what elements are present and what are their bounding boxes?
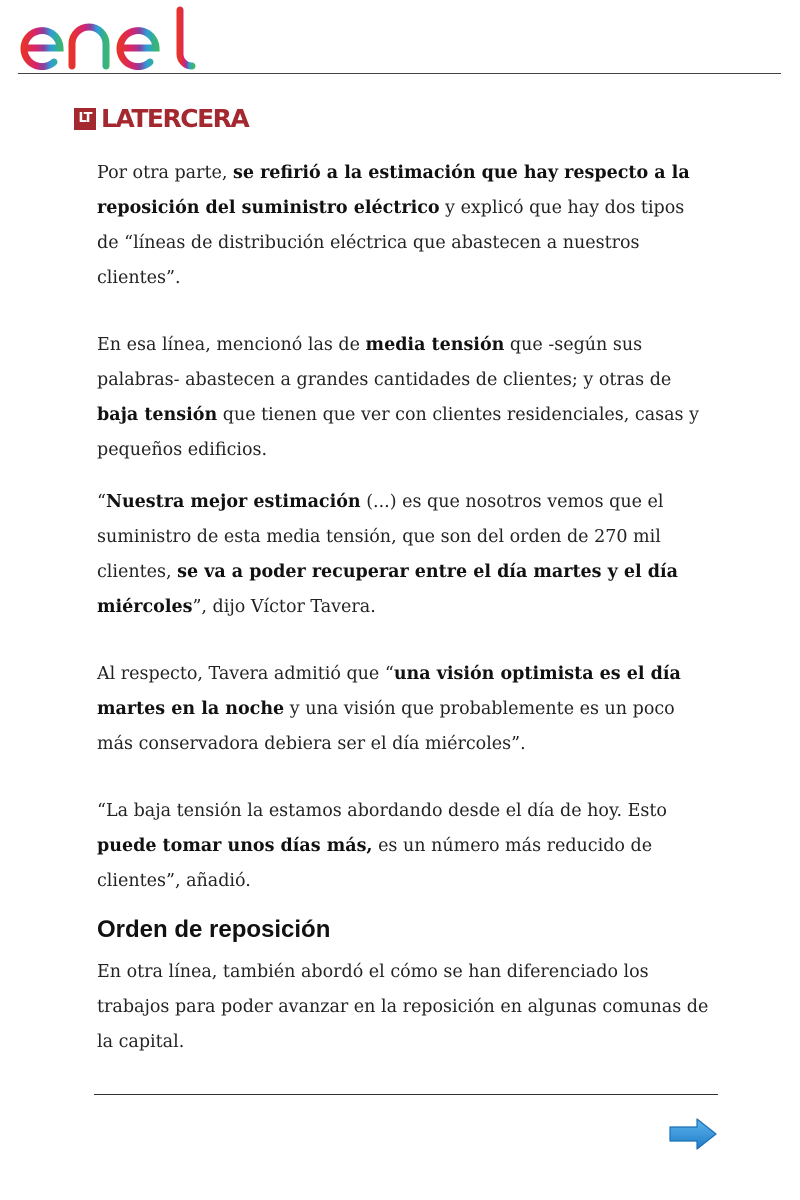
paragraph-1: Por otra parte, se refirió a la estimación que hay respecto a la reposición del suministro eléctrico y explicó que hay dos tipos de “líneas de distribución eléctrica que abastecen a nuestros clientes”. <box>97 163 690 288</box>
paragraph-4: Al respecto, Tavera admitió que “una visión optimista es el día martes en la noche y una visión que probablemente es un poco más conservadora debiera ser el día miércoles”. <box>97 664 681 754</box>
paragraph-5: “La baja tensión la estamos abordando desde el día de hoy. Esto puede tomar unos días más, es un número más reducido de clientes”, añadió. <box>97 801 667 891</box>
paragraph-2: En esa línea, mencionó las de media tensión que -según sus palabras- abastecen a grandes cantidades de clientes; y otras de baja tensión que tienen que ver con clientes residenciales, casas y pequeños edificios. <box>97 335 699 460</box>
paragraph-6: En otra línea, también abordó el cómo se han diferenciado los trabajos para poder avanzar en la reposición en algunas comunas de la capital. <box>97 962 709 1052</box>
brand-badge: LT <box>74 108 96 130</box>
article-body <box>97 156 709 1060</box>
paragraph-3: “Nuestra mejor estimación (...) es que nosotros vemos que el suministro de esta media tensión, que son del orden de 270 mil clientes, se va a poder recuperar entre el día martes y el día miércoles”, dijo Víctor Tavera. <box>97 492 678 617</box>
section-heading: Orden de reposición <box>97 916 331 943</box>
source-brand <box>74 106 248 131</box>
enel-logo <box>18 4 198 70</box>
header-divider <box>18 73 781 74</box>
footer-divider <box>94 1094 718 1095</box>
brand-name: LATERCERA <box>101 104 249 133</box>
right-arrow-icon[interactable] <box>667 1116 719 1152</box>
